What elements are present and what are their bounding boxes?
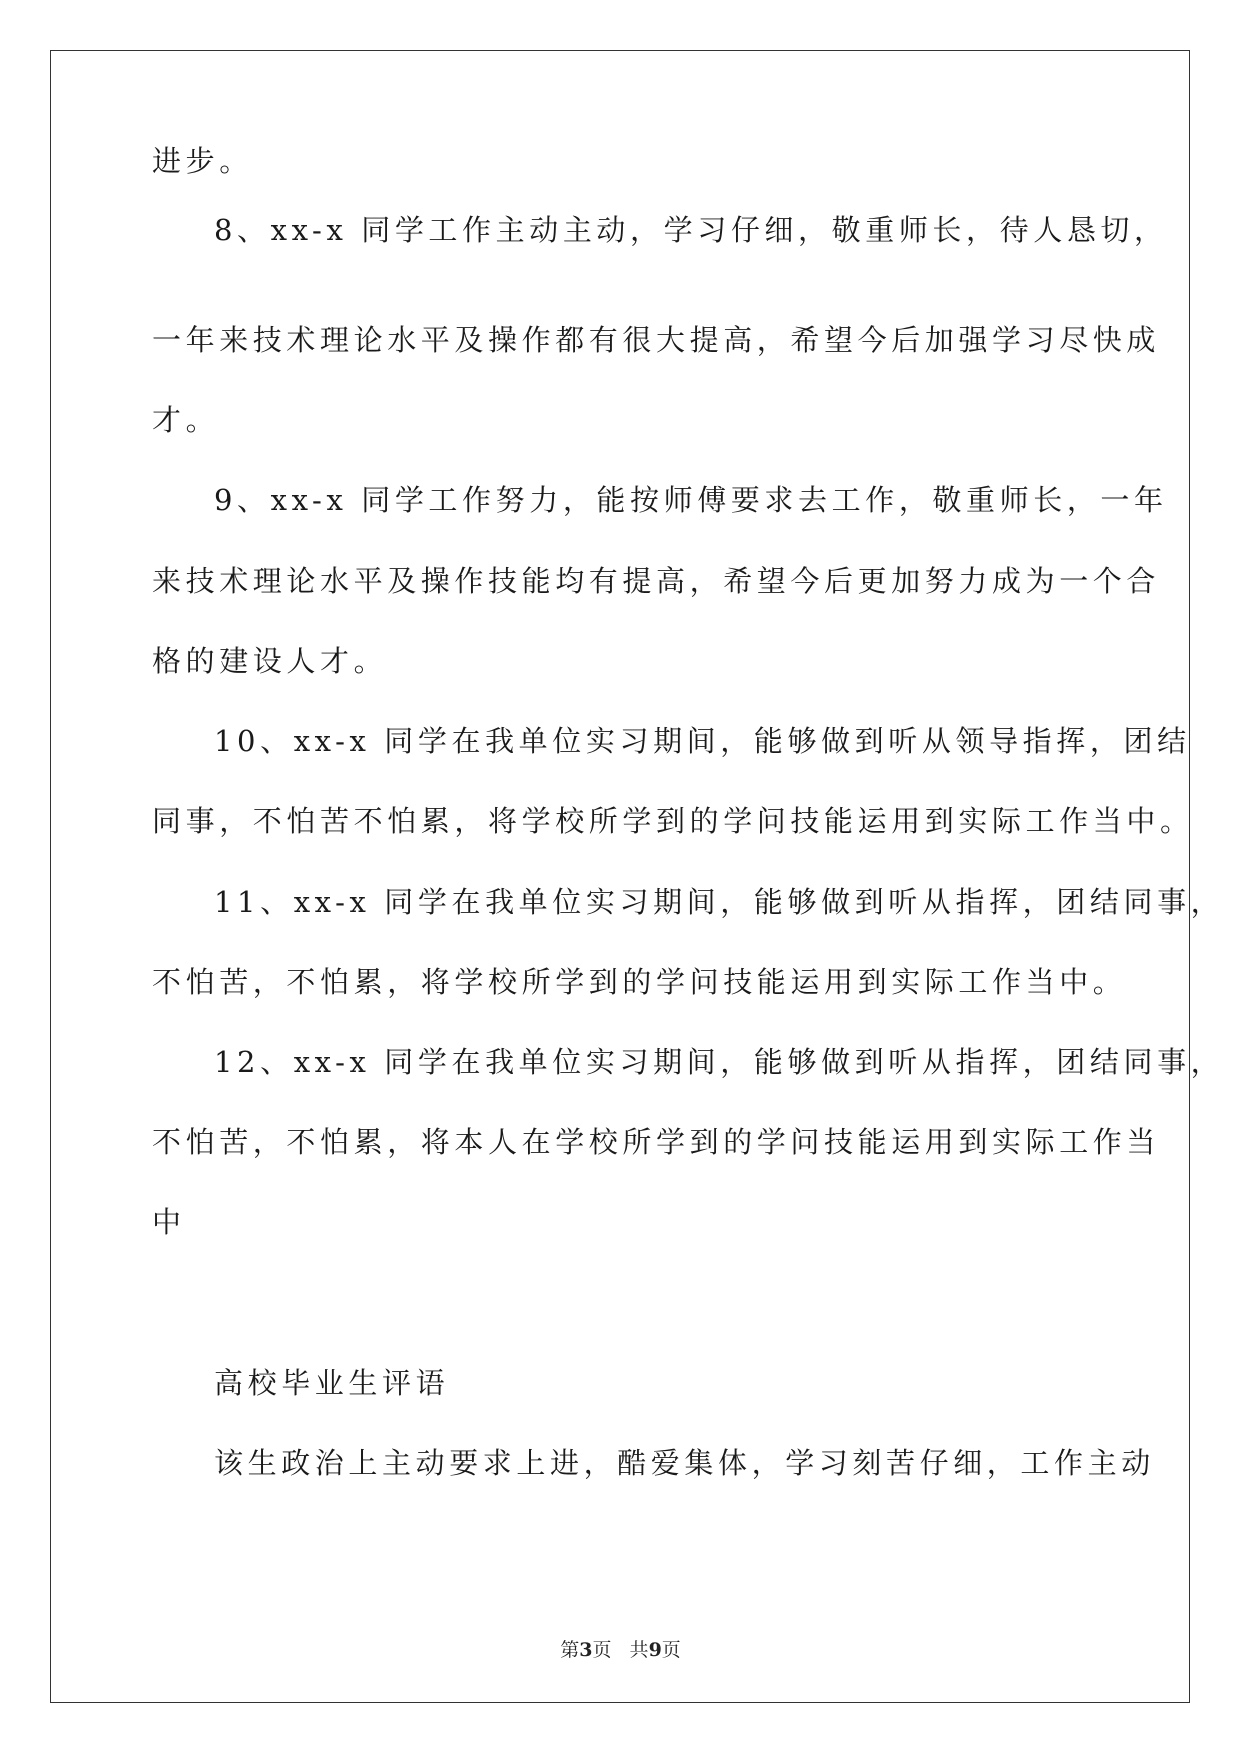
text-line: 才。 bbox=[152, 403, 220, 437]
text-line: 8、xx-x 同学工作主动主动，学习仔细，敬重师长，待人恳切， bbox=[214, 213, 1168, 247]
text-line: 来技术理论水平及操作技能均有提高，希望今后更加努力成为一个合 bbox=[152, 564, 1161, 598]
text-line: 格的建设人才。 bbox=[152, 644, 388, 678]
text-line: 不怕苦，不怕累，将本人在学校所学到的学问技能运用到实际工作当 bbox=[152, 1125, 1161, 1159]
text-line: 该生政治上主动要求上进，酷爱集体，学习刻苦仔细，工作主动 bbox=[214, 1446, 1155, 1480]
text-line: 10、xx-x 同学在我单位实习期间，能够做到听从领导指挥，团结 bbox=[214, 724, 1191, 758]
text-line: 11、xx-x 同学在我单位实习期间，能够做到听从指挥，团结同事， bbox=[214, 885, 1225, 919]
text-line: 一年来技术理论水平及操作都有很大提高，希望今后加强学习尽快成 bbox=[152, 323, 1161, 357]
text-line: 同事，不怕苦不怕累，将学校所学到的学问技能运用到实际工作当中。 bbox=[152, 804, 1194, 838]
text-line: 进步。 bbox=[152, 144, 253, 178]
total-pages-number: 9 bbox=[648, 1639, 662, 1661]
section-heading: 高校毕业生评语 bbox=[214, 1366, 450, 1400]
page-prefix: 第 bbox=[560, 1639, 580, 1661]
page-suffix: 页 共 bbox=[592, 1639, 649, 1661]
current-page-number: 3 bbox=[579, 1639, 593, 1661]
total-suffix: 页 bbox=[661, 1639, 681, 1661]
text-line: 不怕苦，不怕累，将学校所学到的学问技能运用到实际工作当中。 bbox=[152, 965, 1127, 999]
text-line: 9、xx-x 同学工作努力，能按师傅要求去工作，敬重师长，一年 bbox=[214, 483, 1168, 517]
page-footer bbox=[0, 1635, 1241, 1662]
text-line: 中 bbox=[152, 1205, 186, 1239]
text-line: 12、xx-x 同学在我单位实习期间，能够做到听从指挥，团结同事， bbox=[214, 1045, 1225, 1079]
